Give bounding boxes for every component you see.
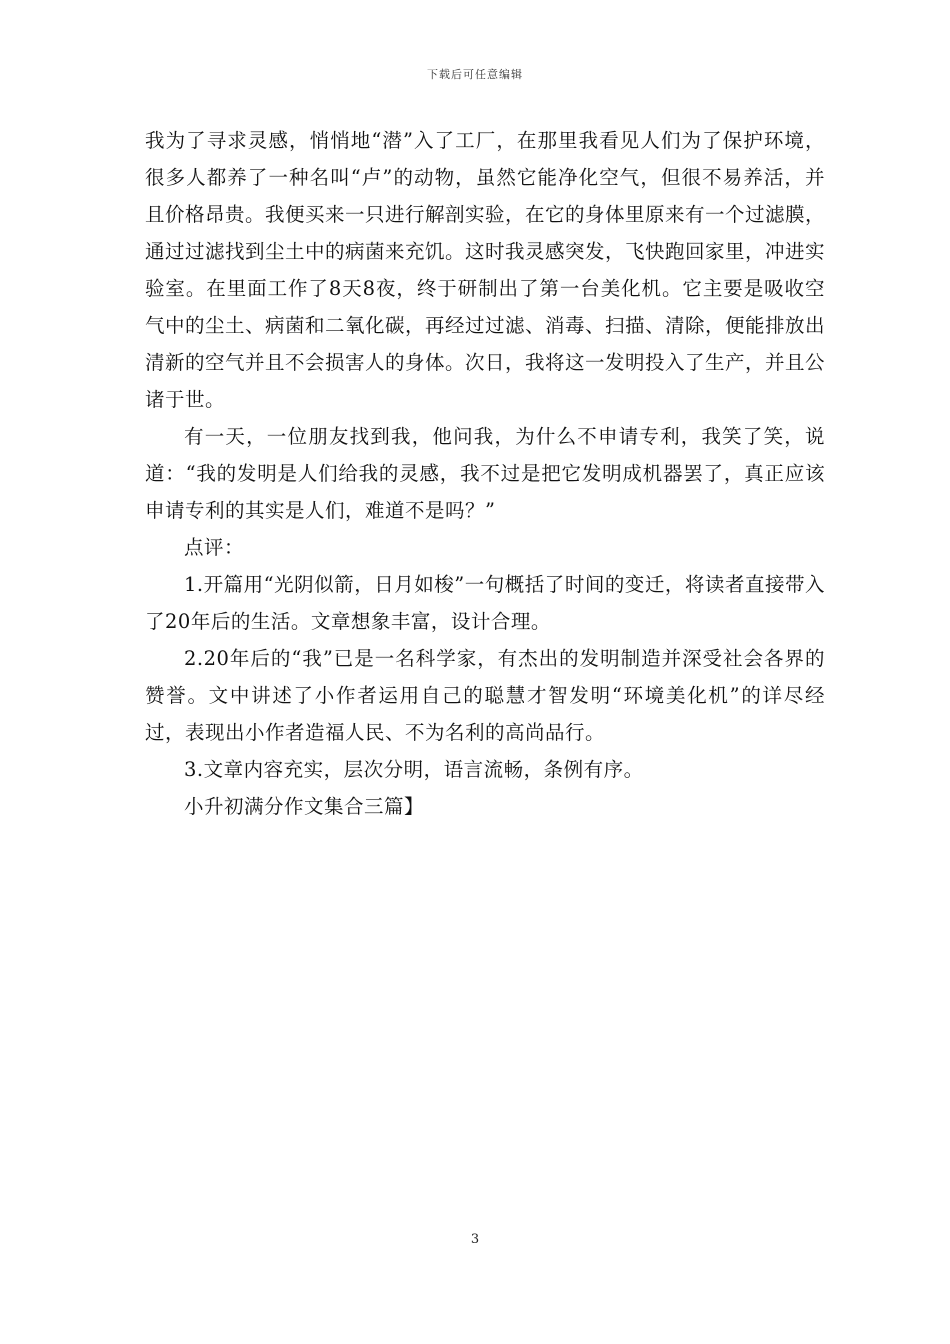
comment-heading: 点评：: [184, 536, 245, 559]
section-title-next: 小升初满分作文集合三篇】: [184, 795, 425, 818]
paragraph-friend-dialogue: 有一天，一位朋友找到我，他问我，为什么不申请专利，我笑了笑，说道：“我的发明是人们给我的灵感，我不过是把它发明成机器罢了，真正应该申请专利的其实是人们，难道不是吗？”: [145, 425, 825, 522]
page-header: 下载后可任意编辑: [427, 68, 523, 81]
comment-item-1: 1.开篇用“光阴似箭，日月如梭”一句概括了时间的变迁，将读者直接带入了20年后的生活。文章想象丰富，设计合理。: [145, 573, 825, 633]
comment-item-2: 2.20年后的“我”已是一名科学家，有杰出的发明制造并深受社会各界的赞誉。文中讲述了小作者运用自己的聪慧才智发明“环境美化机”的详尽经过，表现出小作者造福人民、不为名利的高尚品行。: [145, 647, 825, 744]
paragraph-story-continuation: 我为了寻求灵感，悄悄地“潜”入了工厂，在那里我看见人们为了保护环境，很多人都养了一种名叫“卢”的动物，虽然它能净化空气，但很不易养活，并且价格昂贵。我便买来一只进行解剖实验，在它的身体里原来有一个过滤膜，通过过滤找到尘土中的病菌来充饥。这时我灵感突发，飞快跑回家里，冲进实验室。在里面工作了8天8夜，终于研制出了第一台美化机。它主要是吸收空气中的尘土、病菌和二氧化碳，再经过过滤、消毒、扫描、清除，便能排放出清新的空气并且不会损害人的身体。次日，我将这一发明投入了生产，并且公诸于世。: [145, 129, 826, 411]
document-body: [145, 122, 825, 825]
comment-item-3: 3.文章内容充实，层次分明，语言流畅，条例有序。: [184, 758, 644, 781]
page-number: 3: [470, 1232, 480, 1247]
